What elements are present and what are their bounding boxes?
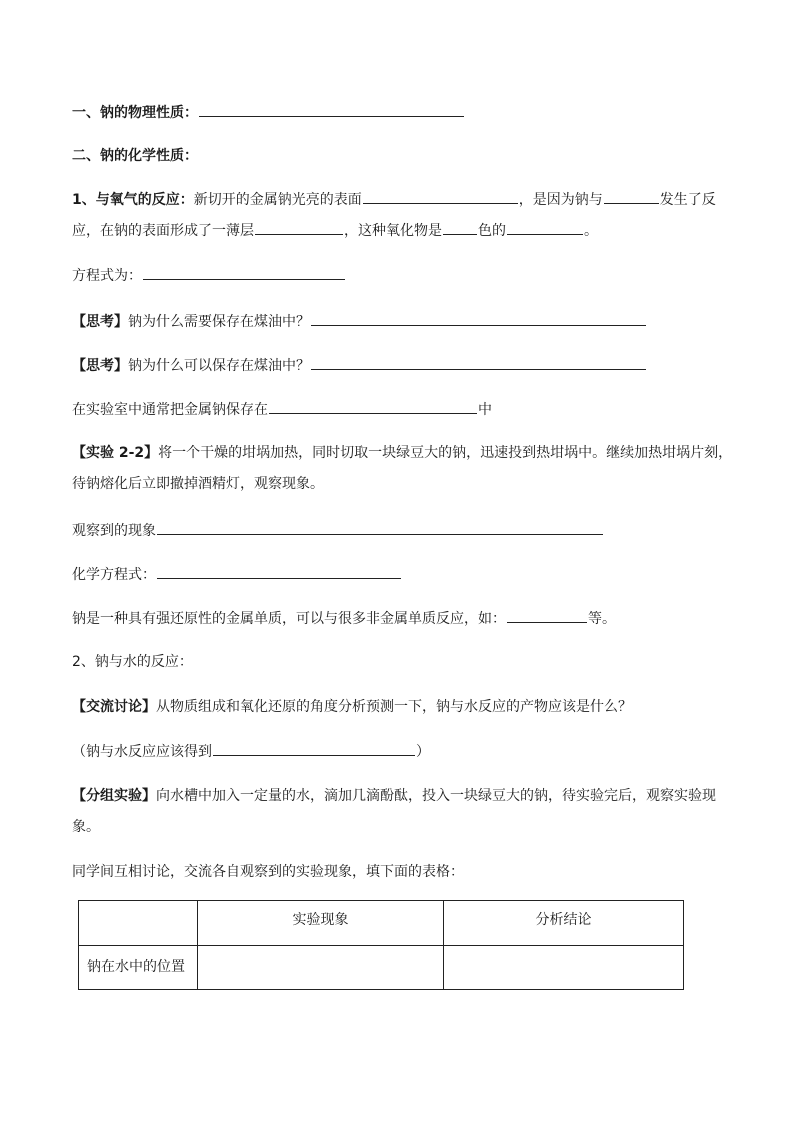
think1-answer-blank[interactable] [311, 311, 646, 326]
chem-equation-label: 化学方程式： [72, 567, 156, 583]
table-cell-conclusion[interactable] [444, 946, 684, 990]
experiment22-line2 [72, 474, 324, 494]
q1-text-g: 。 [584, 223, 598, 239]
reducing-line [72, 608, 616, 629]
section2-line [72, 146, 198, 166]
table-header-phenomenon: 实验现象 [198, 901, 444, 946]
equation-blank[interactable] [143, 265, 345, 280]
table-row [79, 946, 684, 990]
table-header-conclusion: 分析结论 [444, 901, 684, 946]
expected-before: （钠与水反应应该得到 [72, 744, 212, 760]
think1-question: 钠为什么需要保存在煤油中？ [128, 314, 310, 330]
q1-text-d: 应，在钠的表面形成了一薄层 [72, 223, 254, 239]
q1-text-c: 发生了反 [659, 192, 716, 208]
section1-line [72, 102, 465, 123]
experiment22-text2: 待钠熔化后立即撤掉酒精灯，观察现象。 [72, 476, 324, 492]
discussion-line [72, 697, 632, 717]
storage-after: 中 [478, 402, 492, 418]
q1-line1 [72, 189, 716, 210]
observed-blank[interactable] [157, 520, 603, 535]
storage-before: 在实验室中通常把金属钠保存在 [72, 402, 268, 418]
group-exp-line1 [72, 786, 716, 806]
group-exp-text2: 象。 [72, 819, 100, 835]
table-header-row [79, 901, 684, 946]
think2-line [72, 355, 647, 376]
physical-properties-blank[interactable] [199, 102, 464, 117]
storage-blank[interactable] [269, 399, 477, 414]
q1-text-a: 新切开的金属钠光亮的表面 [193, 192, 362, 208]
chem-equation-blank[interactable] [157, 564, 401, 579]
reactant-blank[interactable] [604, 189, 659, 204]
table-row-label: 钠在水中的位置 [79, 946, 198, 990]
think2-answer-blank[interactable] [311, 355, 646, 370]
expected-after: ） [416, 744, 430, 760]
experiment22-tag: 【实验 2-2】 [72, 445, 159, 461]
table-intro-text: 同学间互相讨论，交流各自观察到的实验现象，填下面的表格： [72, 864, 464, 880]
q1-text-f: 色的 [478, 223, 506, 239]
q1-text-b: ，是因为钠与 [518, 192, 603, 208]
layer-blank[interactable] [255, 220, 343, 235]
observed-line [72, 520, 604, 541]
expected-blank[interactable] [213, 741, 415, 756]
q2-label: 2、钠与水的反应： [72, 654, 193, 670]
discussion-tag: 【交流讨论】 [72, 699, 156, 715]
q2-line [72, 652, 193, 672]
discussion-text: 从物质组成和氧化还原的角度分析预测一下，钠与水反应的产物应该是什么？ [156, 699, 632, 715]
surface-blank[interactable] [363, 189, 518, 204]
reducing-before: 钠是一种具有强还原性的金属单质，可以与很多非金属单质反应，如： [72, 611, 506, 627]
think2-tag: 【思考】 [72, 358, 128, 374]
state-blank[interactable] [507, 220, 583, 235]
q1-lead: 1、与氧气的反应： [72, 192, 194, 208]
table-intro-line [72, 862, 464, 882]
section2-label: 二、钠的化学性质： [72, 148, 198, 164]
think1-line [72, 311, 647, 332]
table-header-empty [79, 901, 198, 946]
think2-question: 钠为什么可以保存在煤油中？ [128, 358, 310, 374]
equation-label: 方程式为： [72, 268, 142, 284]
experiment22-line1 [72, 443, 732, 463]
q1-line2 [72, 220, 598, 241]
q1-text-e: ，这种氧化物是 [344, 223, 442, 239]
think1-tag: 【思考】 [72, 314, 128, 330]
storage-line [72, 399, 492, 420]
expected-line [72, 741, 430, 762]
section1-label: 一、钠的物理性质： [72, 105, 198, 121]
equation-line [72, 265, 346, 286]
group-exp-text1: 向水槽中加入一定量的水，滴加几滴酚酞，投入一块绿豆大的钠，待实验完后，观察实验现 [156, 788, 716, 804]
experiment22-text1: 将一个干燥的坩埚加热，同时切取一块绿豆大的钠，迅速投到热坩埚中。继续加热坩埚片刻， [158, 445, 733, 461]
group-exp-line2 [72, 817, 100, 837]
reducing-after: 等。 [588, 611, 616, 627]
color-blank[interactable] [443, 220, 477, 235]
table-cell-phenomenon[interactable] [198, 946, 444, 990]
chem-equation-line [72, 564, 402, 585]
observed-label: 观察到的现象 [72, 523, 156, 539]
reducing-example-blank[interactable] [507, 608, 587, 623]
group-exp-tag: 【分组实验】 [72, 788, 156, 804]
observation-table [78, 900, 684, 990]
